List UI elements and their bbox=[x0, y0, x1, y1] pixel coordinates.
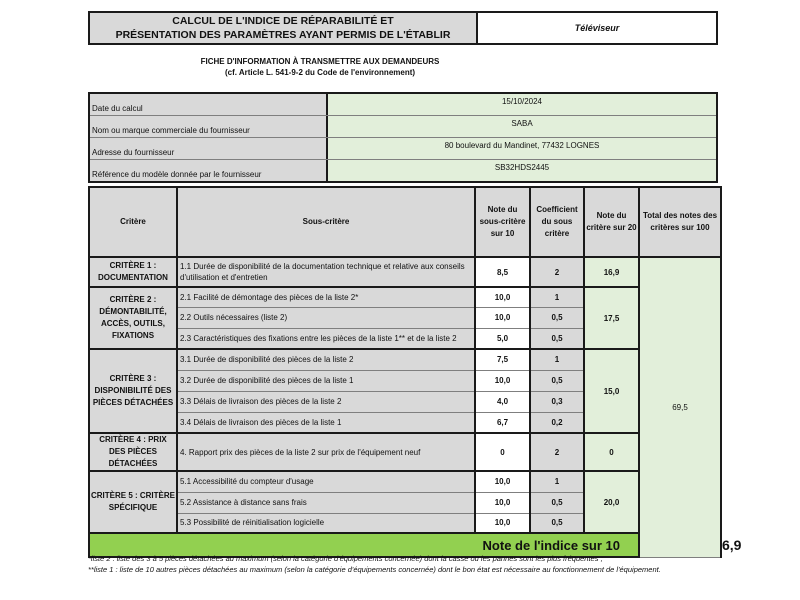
criterion-label: CRITÈRE 3 : DISPONIBILITÉ DES PIÈCES DÉTACHÉES bbox=[89, 349, 177, 433]
header-coefficient: Coefficient du sous critère bbox=[530, 187, 584, 257]
subcriterion-label: 2.2 Outils nécessaires (liste 2) bbox=[177, 307, 475, 328]
info-row-date bbox=[90, 94, 716, 116]
document-title bbox=[90, 13, 478, 43]
table-row bbox=[89, 349, 721, 370]
subcriterion-coef: 1 bbox=[530, 471, 584, 492]
subcriterion-note: 10,0 bbox=[475, 471, 530, 492]
subcriterion-label: 1.1 Durée de disponibilité de la documentation technique et relative aux conseils d'utilisation et d'entretien bbox=[177, 257, 475, 287]
criterion-note-20: 15,0 bbox=[584, 349, 639, 433]
header-critere: Critère bbox=[89, 187, 177, 257]
subcriterion-label: 5.2 Assistance à distance sans frais bbox=[177, 492, 475, 513]
subcriterion-note: 4,0 bbox=[475, 391, 530, 412]
table-row bbox=[89, 287, 721, 307]
subcriterion-coef: 0,5 bbox=[530, 328, 584, 349]
supplier-info-table bbox=[88, 92, 718, 183]
subcriterion-note: 8,5 bbox=[475, 257, 530, 287]
subcriterion-label: 2.3 Caractéristiques des fixations entre les pièces de la liste 1** et de la liste 2 bbox=[177, 328, 475, 349]
subcriterion-label: 4. Rapport prix des pièces de la liste 2 sur prix de l'équipement neuf bbox=[177, 433, 475, 471]
info-value: SB32HDS2445 bbox=[328, 160, 716, 181]
criterion-label: CRITÈRE 1 : DOCUMENTATION bbox=[89, 257, 177, 287]
subcriterion-note: 5,0 bbox=[475, 328, 530, 349]
info-value: 15/10/2024 bbox=[328, 94, 716, 115]
criterion-label: CRITÈRE 2 : DÉMONTABILITÉ, ACCÈS, OUTILS, FIXATIONS bbox=[89, 287, 177, 349]
footnote-liste-1: **liste 1 : liste de 10 autres pièces détachées au maximum (selon la catégorie d'équipements concernée) dont le bon état est nécessaire au fonctionnement de l'équipement. bbox=[88, 565, 661, 574]
table-row bbox=[89, 471, 721, 492]
product-category: Téléviseur bbox=[478, 13, 716, 43]
table-header-row bbox=[89, 187, 721, 257]
subcriterion-note: 6,7 bbox=[475, 412, 530, 433]
table-row bbox=[89, 433, 721, 471]
subcriterion-coef: 1 bbox=[530, 349, 584, 370]
subcriterion-coef: 0,5 bbox=[530, 492, 584, 513]
repairability-score-table bbox=[88, 186, 742, 558]
footnote-liste-2: *liste 2 : liste des 3 à 5 pièces détachées au maximum (selon la catégorie d'équipements concernée) dont la casse ou les pannes sont les plus fréquentes ; bbox=[88, 554, 603, 563]
subheader bbox=[160, 56, 480, 78]
header-note-critere: Note du critère sur 20 bbox=[584, 187, 639, 257]
header-total: Total des notes des critères sur 100 bbox=[639, 187, 721, 257]
info-label: Nom ou marque commerciale du fournisseur bbox=[90, 116, 328, 137]
criterion-label: CRITÈRE 5 : CRITÈRE SPÉCIFIQUE bbox=[89, 471, 177, 533]
info-value: 80 boulevard du Mandinet, 77432 LOGNES bbox=[328, 138, 716, 159]
subcriterion-label: 5.3 Possibilité de réinitialisation logicielle bbox=[177, 513, 475, 533]
subcriterion-note: 10,0 bbox=[475, 287, 530, 307]
subcriterion-coef: 0,5 bbox=[530, 513, 584, 533]
criterion-note-20: 17,5 bbox=[584, 287, 639, 349]
subcriterion-note: 0 bbox=[475, 433, 530, 471]
subcriterion-label: 3.2 Durée de disponibilité des pièces de la liste 1 bbox=[177, 370, 475, 391]
info-value: SABA bbox=[328, 116, 716, 137]
header-sous-critere: Sous-critère bbox=[177, 187, 475, 257]
subcriterion-coef: 0,5 bbox=[530, 307, 584, 328]
header-note-sous-critere: Note du sous-critère sur 10 bbox=[475, 187, 530, 257]
table-row bbox=[89, 257, 721, 287]
subcriterion-note: 7,5 bbox=[475, 349, 530, 370]
title-box bbox=[88, 11, 718, 45]
info-label: Référence du modèle donnée par le fournisseur bbox=[90, 160, 328, 181]
subcriterion-note: 10,0 bbox=[475, 370, 530, 391]
subcriterion-coef: 2 bbox=[530, 257, 584, 287]
info-row-model bbox=[90, 160, 716, 181]
footnotes bbox=[88, 553, 728, 575]
subcriterion-label: 3.3 Délais de livraison des pièces de la liste 2 bbox=[177, 391, 475, 412]
subcriterion-note: 10,0 bbox=[475, 492, 530, 513]
subheader-line-1: FICHE D'INFORMATION À TRANSMETTRE AUX DEMANDEURS bbox=[200, 57, 440, 66]
subcriterion-coef: 2 bbox=[530, 433, 584, 471]
subcriterion-note: 10,0 bbox=[475, 513, 530, 533]
subcriterion-label: 3.4 Délais de livraison des pièces de la liste 1 bbox=[177, 412, 475, 433]
final-score-label: Note de l'indice sur 10 bbox=[89, 533, 639, 557]
criterion-label: CRITÈRE 4 : PRIX DES PIÈCES DÉTACHÉES bbox=[89, 433, 177, 471]
subcriterion-coef: 0,3 bbox=[530, 391, 584, 412]
subcriterion-coef: 1 bbox=[530, 287, 584, 307]
subcriterion-coef: 0,2 bbox=[530, 412, 584, 433]
title-line-1: CALCUL DE L'INDICE DE RÉPARABILITÉ ET bbox=[172, 15, 394, 27]
subheader-line-2: (cf. Article L. 541-9-2 du Code de l'environnement) bbox=[224, 68, 416, 77]
info-label: Adresse du fournisseur bbox=[90, 138, 328, 159]
subcriterion-label: 2.1 Facilité de démontage des pièces de la liste 2* bbox=[177, 287, 475, 307]
subcriterion-label: 5.1 Accessibilité du compteur d'usage bbox=[177, 471, 475, 492]
info-row-brand bbox=[90, 116, 716, 138]
total-100: 69,5 bbox=[639, 257, 721, 557]
subcriterion-note: 10,0 bbox=[475, 307, 530, 328]
criterion-note-20: 16,9 bbox=[584, 257, 639, 287]
info-label: Date du calcul bbox=[90, 94, 328, 115]
info-row-address bbox=[90, 138, 716, 160]
subcriterion-label: 3.1 Durée de disponibilité des pièces de la liste 2 bbox=[177, 349, 475, 370]
criterion-note-20: 0 bbox=[584, 433, 639, 471]
final-score-row: Note de l'indice sur 10 6,9 bbox=[89, 533, 721, 557]
criterion-note-20: 20,0 bbox=[584, 471, 639, 533]
subcriterion-coef: 0,5 bbox=[530, 370, 584, 391]
title-line-2: PRÉSENTATION DES PARAMÈTRES AYANT PERMIS DE L'ÉTABLIR bbox=[115, 29, 451, 41]
